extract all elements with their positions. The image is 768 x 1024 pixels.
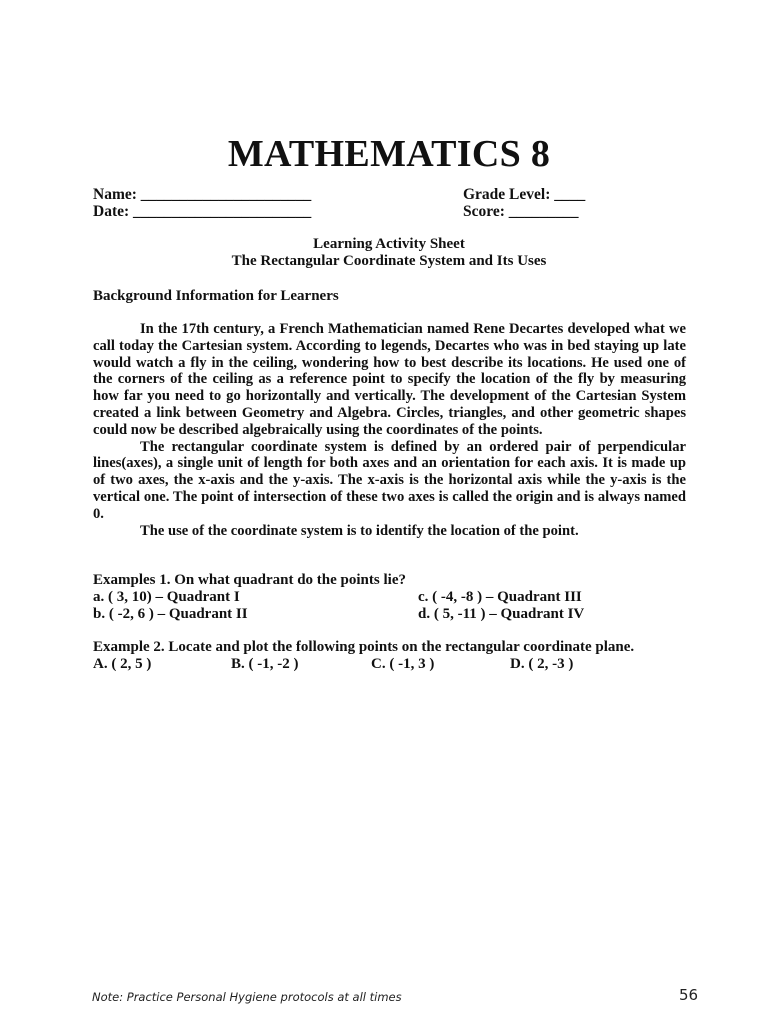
- example2-point-b: B. ( -1, -2 ): [231, 656, 299, 672]
- paragraph-2: The rectangular coordinate system is defined by an ordered pair of perpendicular lines(axes), a single unit of length for both axes and an orientation for each axis. It is made up of two axes, the x-axis and the y-axis. The x-axis is the horizontal axis while the y-axis is the vertical one. The point of intersection of these two axes is called the origin and is always named 0.: [93, 438, 686, 522]
- example1-question: Examples 1. On what quadrant do the points lie?: [93, 572, 406, 588]
- example2-point-d: D. ( 2, -3 ): [510, 656, 574, 672]
- paragraph-1: In the 17th century, a French Mathematician named Rene Decartes developed what we call today the Cartesian system. According to legends, Decartes who was in bed staying up late would watch a fly in the ceiling, wondering how to best describe its locations. He used one of the corners of the ceiling as a reference point to specify the location of the fly by measuring how far you need to go horizontally and vertically. The development of the Cartesian System created a link between Geometry and Algebra. Circles, triangles, and other geometric shapes could now be described algebraically using the coordinates of the points.: [93, 321, 686, 438]
- page-number: 56: [679, 986, 699, 1004]
- example1-item-d: d. ( 5, -11 ) – Quadrant IV: [418, 606, 585, 622]
- example2-point-a: A. ( 2, 5 ): [93, 656, 152, 672]
- background-text: [93, 321, 686, 539]
- footer-note: Note: Practice Personal Hygiene protocols at all times: [92, 990, 402, 1004]
- example1-item-b: b. ( -2, 6 ) – Quadrant II: [93, 606, 248, 622]
- grade-level-field: Grade Level: ____: [463, 186, 586, 203]
- example1-item-c: c. ( -4, -8 ) – Quadrant III: [418, 589, 582, 605]
- page-title: MATHEMATICS 8: [227, 133, 551, 175]
- section-title: Background Information for Learners: [93, 288, 339, 304]
- sheet-subheading: The Rectangular Coordinate System and Its Uses: [231, 253, 547, 269]
- sheet-heading: Learning Activity Sheet: [313, 236, 465, 252]
- example2-question: Example 2. Locate and plot the following points on the rectangular coordinate plane.: [93, 639, 635, 655]
- name-field: Name: ______________________: [93, 186, 312, 203]
- date-field: Date: _______________________: [93, 203, 312, 220]
- paragraph-3: The use of the coordinate system is to identify the location of the point.: [140, 522, 579, 539]
- score-field: Score: _________: [463, 203, 579, 220]
- example2-point-c: C. ( -1, 3 ): [371, 656, 435, 672]
- example1-item-a: a. ( 3, 10) – Quadrant I: [93, 589, 240, 605]
